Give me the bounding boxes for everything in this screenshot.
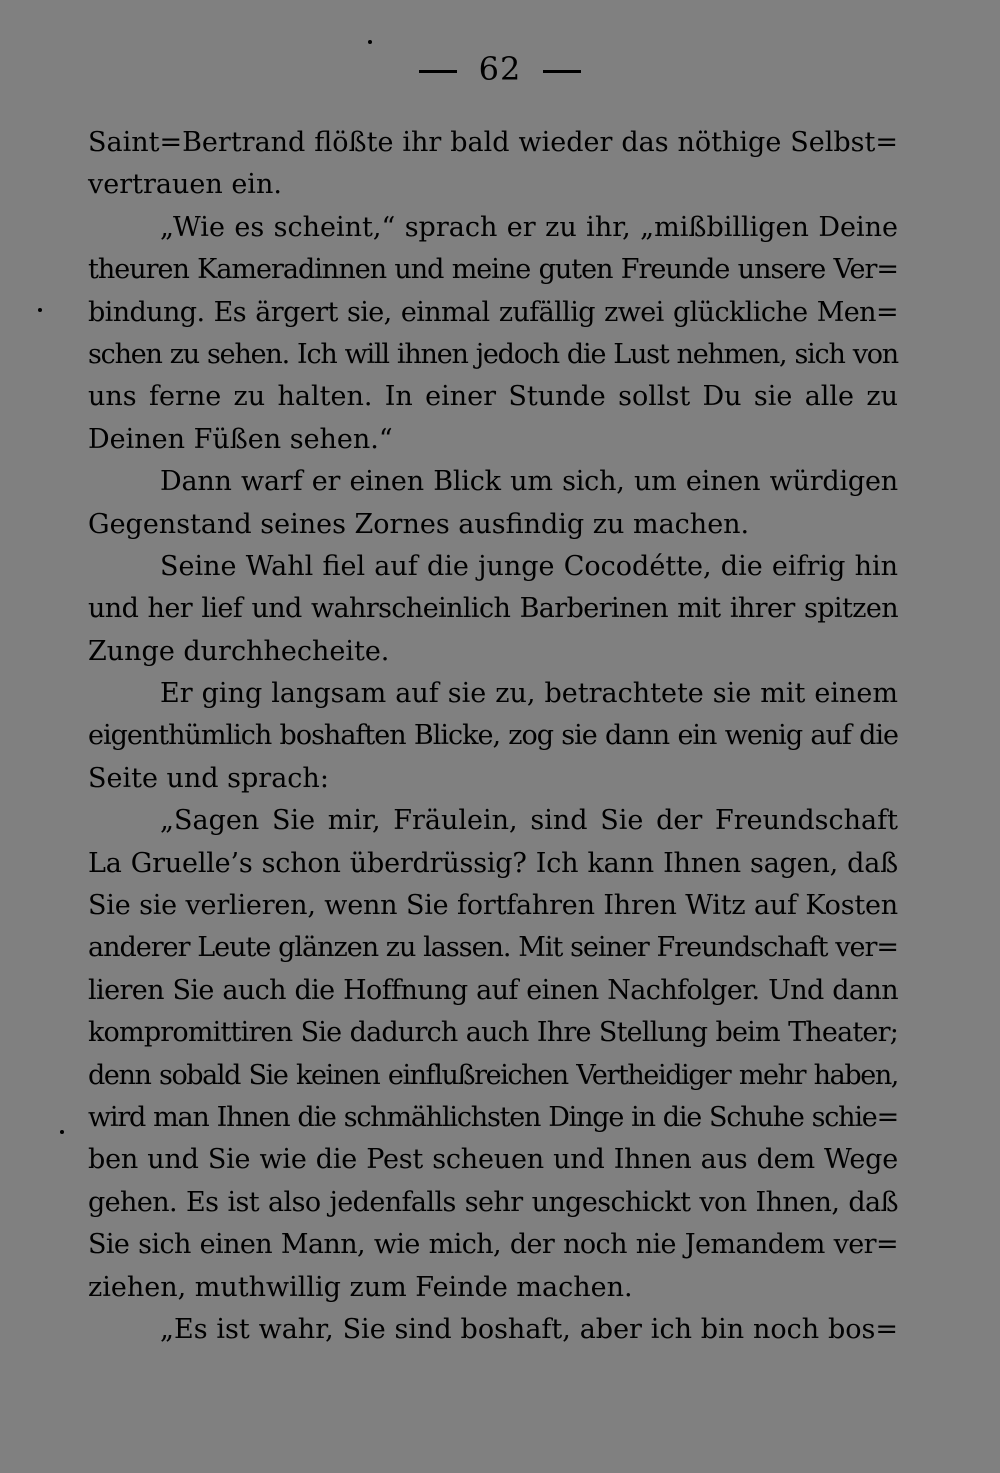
text-line: La Gruelle’s schon überdrüssig? Ich kann Ihnen sagen, daß <box>88 847 898 879</box>
text-line: Seite und sprach: <box>88 762 329 794</box>
text-line: denn sobald Sie keinen einflußreichen Vertheidiger mehr haben, <box>88 1059 898 1091</box>
text-line: schen zu sehen. Ich will ihnen jedoch die Lust nehmen, sich von <box>88 338 898 370</box>
text-line: Zunge durchhecheite. <box>88 635 390 667</box>
text-line: ben und Sie wie die Pest scheuen und Ihnen aus dem Wege <box>88 1144 898 1176</box>
print-speck <box>60 1130 64 1134</box>
text-line: „Wie es scheint,“ sprach er zu ihr, „mißbilligen Deine <box>160 211 898 243</box>
text-line: Sie sich einen Mann, wie mich, der noch nie Jemandem ver= <box>88 1229 898 1261</box>
text-line: bindung. Es ärgert sie, einmal zufällig zwei glückliche Men= <box>88 296 898 328</box>
text-line: uns ferne zu halten. In einer Stunde sollst Du sie alle zu <box>88 381 898 413</box>
text-line: Saint=Bertrand flößte ihr bald wieder das nöthige Selbst= <box>88 127 898 158</box>
text-line: „Sagen Sie mir, Fräulein, sind Sie der Freundschaft <box>160 805 898 837</box>
body-text <box>88 122 898 1351</box>
header-dash-right <box>543 70 581 73</box>
header-dash-left <box>419 70 457 73</box>
text-line: lieren Sie auch die Hoffnung auf einen Nachfolger. Und dann <box>88 974 898 1006</box>
text-line: Deinen Füßen sehen.“ <box>88 423 393 455</box>
text-line: Gegenstand seines Zornes ausfindig zu machen. <box>88 508 750 540</box>
text-line: und her lief und wahrscheinlich Barberinen mit ihrer spitzen <box>88 593 898 625</box>
text-line: „Es ist wahr, Sie sind boshaft, aber ich bin noch bos= <box>160 1313 898 1345</box>
text-line: ziehen, muthwillig zum Feinde machen. <box>88 1271 633 1303</box>
text-line: Seine Wahl fiel auf die junge Cocodétte, die eifrig hin <box>160 550 898 582</box>
text-line: wird man Ihnen die schmählichsten Dinge in die Schuhe schie= <box>88 1101 898 1133</box>
text-line: gehen. Es ist also jedenfalls sehr ungeschickt von Ihnen, daß <box>88 1186 898 1218</box>
print-speck <box>368 40 372 44</box>
text-line: Er ging langsam auf sie zu, betrachtete sie mit einem <box>160 678 898 710</box>
print-speck <box>38 308 42 312</box>
text-line: eigenthümlich boshaften Blicke, zog sie dann ein wenig auf die <box>88 720 898 752</box>
text-line: Sie sie verlieren, wenn Sie fortfahren Ihren Witz auf Kosten <box>88 890 898 922</box>
text-line: theuren Kameradinnen und meine guten Freunde unsere Ver= <box>88 254 898 286</box>
text-line: vertrauen ein. <box>88 169 282 201</box>
text-line: Dann warf er einen Blick um sich, um einen würdigen <box>160 466 898 498</box>
text-line: anderer Leute glänzen zu lassen. Mit seiner Freundschaft ver= <box>88 932 898 964</box>
text-line: kompromittiren Sie dadurch auch Ihre Stellung beim Theater; <box>88 1017 898 1049</box>
page-number: 62 <box>478 50 522 88</box>
page-header <box>0 50 1000 88</box>
